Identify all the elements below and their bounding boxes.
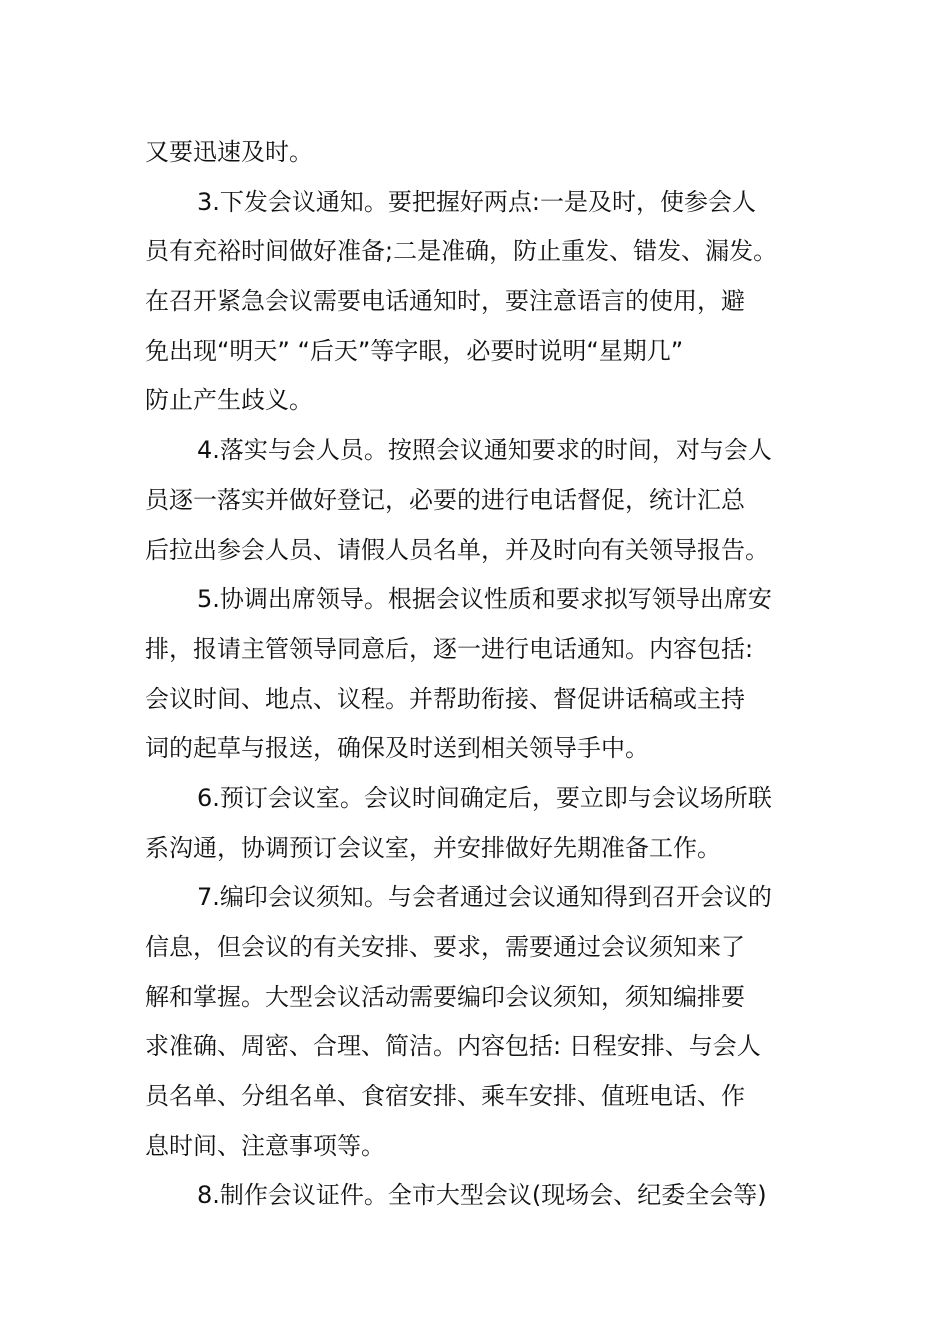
text-line: 防止产生歧义。	[145, 386, 313, 415]
text-line: 解和掌握。大型会议活动需要编印会议须知，须知编排要	[145, 982, 745, 1011]
text-line: 排，报请主管领导同意后，逐一进行电话通知。内容包括:	[145, 634, 754, 663]
text-line: 员名单、分组名单、食宿安排、乘车安排、值班电话、作	[145, 1082, 745, 1111]
paragraph-8-start: 8.制作会议证件。全市大型会议(现场会、纪委全会等)	[197, 1181, 767, 1210]
text-line: 求准确、周密、合理、简洁。内容包括: 日程安排、与会人	[145, 1032, 761, 1061]
text-line: 在召开紧急会议需要电话通知时，要注意语言的使用，避	[145, 287, 745, 316]
text-line: 信息，但会议的有关安排、要求，需要通过会议须知来了	[145, 933, 745, 961]
text-line: 又要迅速及时。	[145, 138, 313, 166]
paragraph-6-start: 6.预订会议室。会议时间确定后，要立即与会议场所联	[197, 783, 772, 812]
text-line: 系沟通，协调预订会议室，并安排做好先期准备工作。	[145, 833, 721, 862]
text-line: 息时间、注意事项等。	[145, 1131, 385, 1160]
text-line: 后拉出参会人员、请假人员名单，并及时向有关领导报告。	[145, 535, 769, 564]
paragraph-7-start: 7.编印会议须知。与会者通过会议通知得到召开会议的	[197, 883, 772, 912]
paragraph-4-start: 4.落实与会人员。按照会议通知要求的时间，对与会人	[197, 436, 772, 465]
text-line: 会议时间、地点、议程。并帮助衔接、督促讲话稿或主持	[145, 684, 745, 713]
text-line: 免出现“明天” “后天”等字眼，必要时说明“星期几”	[145, 336, 684, 365]
paragraph-3-start: 3.下发会议通知。要把握好两点:一是及时，使参会人	[197, 187, 756, 216]
text-line: 员逐一落实并做好登记，必要的进行电话督促，统计汇总	[145, 485, 745, 514]
text-line: 词的起草与报送，确保及时送到相关领导手中。	[145, 734, 649, 763]
paragraph-5-start: 5.协调出席领导。根据会议性质和要求拟写领导出席安	[197, 585, 772, 614]
document-body	[145, 128, 825, 1221]
text-line: 员有充裕时间做好准备;二是准确，防止重发、错发、漏发。	[145, 237, 778, 266]
